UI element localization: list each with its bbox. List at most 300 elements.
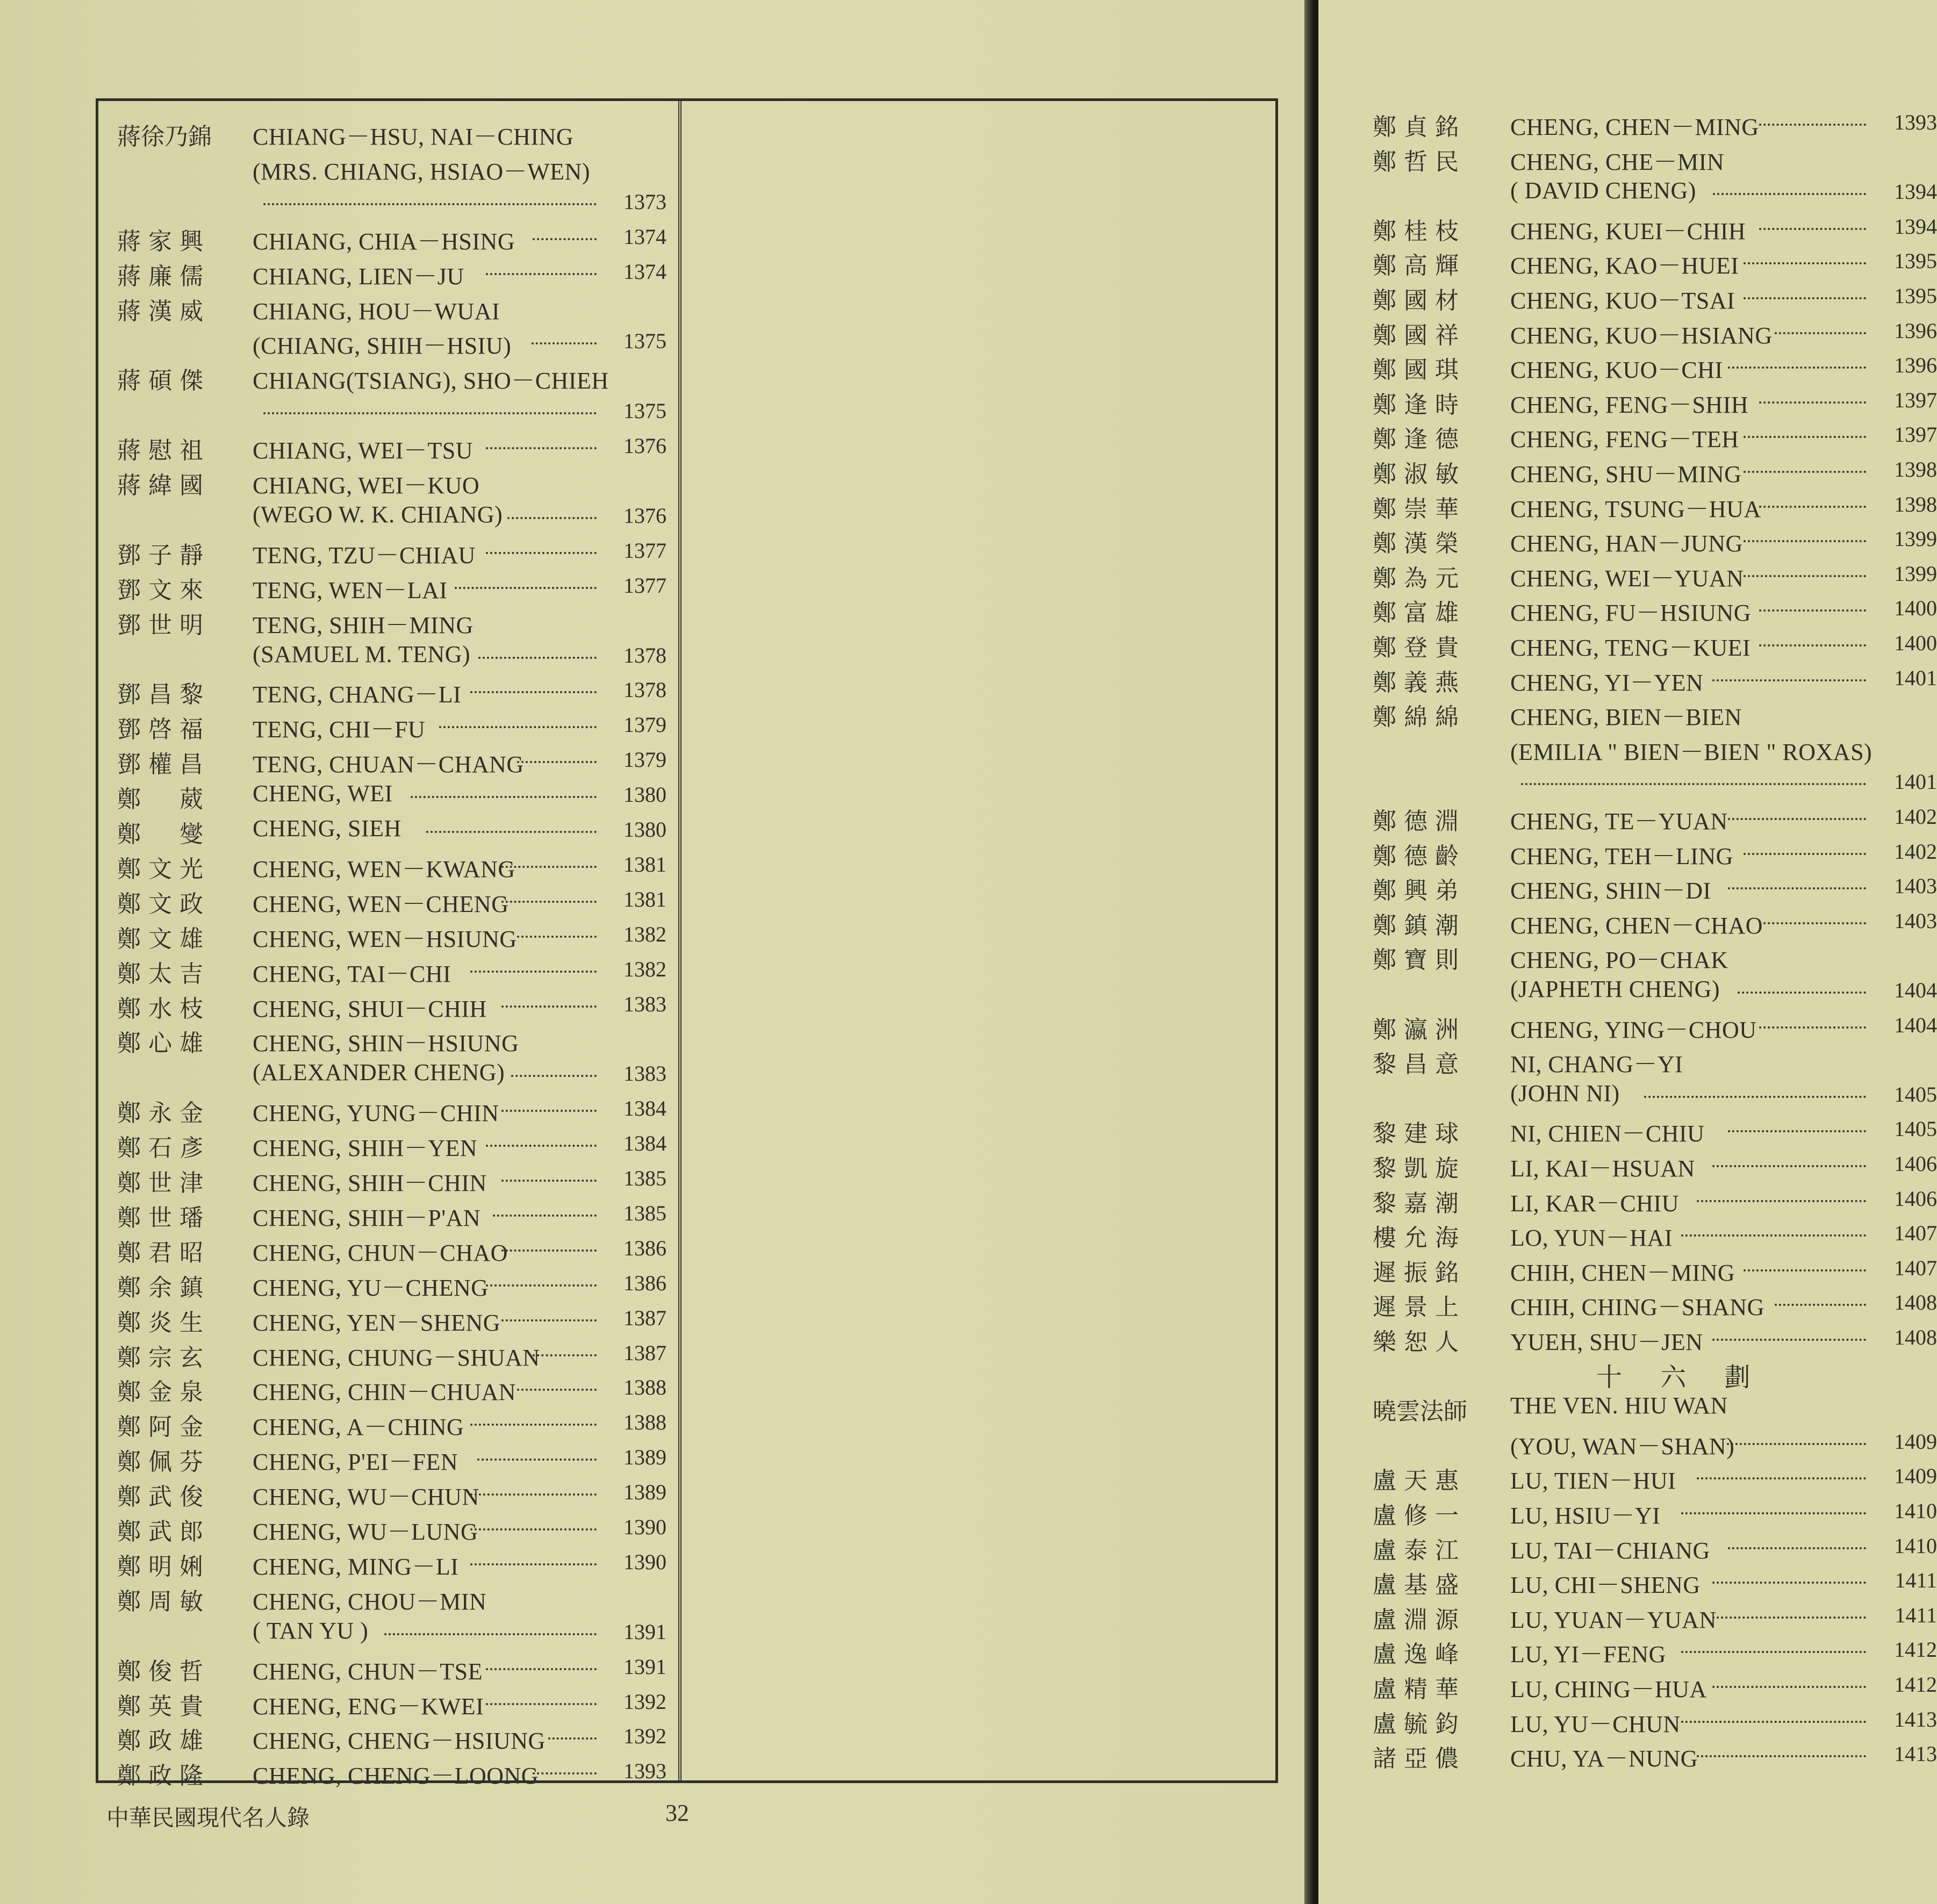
romanized-name: CHENG, TENG－KUEI <box>1510 635 1751 661</box>
chinese-name: 黎昌意 <box>1373 1051 1466 1079</box>
romanized-name: CHENG, KAO－HUEI <box>1510 253 1739 279</box>
chinese-name: 鄭富雄 <box>1373 599 1466 627</box>
page-reference: 1388 <box>623 1375 666 1400</box>
romanized-name: TENG, CHANG－LI <box>253 681 462 708</box>
romanized-name: CHENG, CHUNG－SHUAN <box>253 1344 540 1371</box>
romanized-name: CHENG, CHENG－LOONG <box>253 1763 539 1790</box>
chinese-name: 諸亞儂 <box>1373 1745 1466 1773</box>
page-reference: 1387 <box>623 1340 666 1365</box>
dot-leader <box>384 1633 597 1635</box>
romanized-name: TENG, CHUAN－CHANG <box>253 751 524 778</box>
chinese-name: 樓允海 <box>1373 1224 1466 1252</box>
dot-leader <box>1728 887 1866 889</box>
romanized-name: CHENG, WEI <box>253 780 393 807</box>
dot-leader <box>501 1110 597 1112</box>
romanized-name: CHIANG, LIEN－JU <box>253 263 464 290</box>
page-reference: 1403 <box>1894 908 1937 933</box>
romanized-name: CHENG, YI－YEN <box>1510 669 1704 696</box>
romanized-name: CHENG, WEN－KWANG <box>253 856 515 882</box>
romanized-name: TENG, TZU－CHIAU <box>253 542 476 569</box>
romanized-name: LU, YUAN－YUAN <box>1510 1606 1717 1633</box>
right-index-column <box>678 0 1937 1904</box>
chinese-name: 鄭逢時 <box>1373 391 1466 419</box>
romanized-name: CHENG, YING－CHOU <box>1510 1016 1757 1043</box>
page-reference: 1394 <box>1894 214 1937 239</box>
romanized-name: LU, CHI－SHENG <box>1510 1572 1701 1599</box>
dot-leader <box>1712 1165 1866 1167</box>
page-reference: 1380 <box>623 782 666 807</box>
dot-leader <box>1728 1547 1866 1549</box>
page-reference: 1375 <box>623 329 666 354</box>
chinese-name: 鄭君昭 <box>117 1239 211 1267</box>
dot-leader <box>501 1249 597 1252</box>
alternate-name: (JOHN NI) <box>1510 1080 1620 1107</box>
page-reference: 1383 <box>623 991 666 1016</box>
dot-leader <box>486 1145 597 1147</box>
chinese-name: 鄧子靜 <box>117 541 211 569</box>
romanized-name: CHENG, FENG－TEH <box>1510 426 1739 453</box>
dot-leader <box>486 552 597 554</box>
chinese-name: 鄭政雄 <box>117 1727 211 1755</box>
page-reference: 1406 <box>1894 1186 1937 1211</box>
page-reference: 1374 <box>623 224 666 249</box>
dot-leader <box>1744 853 1866 855</box>
romanized-name: LU, YU－CHUN <box>1510 1711 1681 1737</box>
page-reference: 1379 <box>623 748 666 772</box>
page-reference: 1375 <box>623 399 666 423</box>
page-edge-shadow <box>1304 0 1318 1904</box>
dot-leader <box>533 238 597 240</box>
dot-leader <box>1759 644 1866 646</box>
page-reference: 1386 <box>623 1235 666 1260</box>
romanized-name: CHENG, A－CHING <box>253 1414 464 1441</box>
chinese-name: 鄭英貴 <box>117 1692 211 1720</box>
romanized-name: CHENG, SHU－MING <box>1510 461 1742 487</box>
chinese-name: 鄭貞銘 <box>1373 113 1466 141</box>
page-reference: 1397 <box>1894 387 1937 412</box>
chinese-name: 鄧世明 <box>117 611 211 639</box>
page-reference: 1381 <box>623 852 666 876</box>
chinese-name: 鄭國材 <box>1373 287 1466 314</box>
chinese-name: 盧基盛 <box>1373 1571 1466 1599</box>
page-reference: 1384 <box>623 1131 666 1156</box>
romanized-name: CHENG, SHIH－P'AN <box>253 1204 481 1231</box>
chinese-name: 遲振銘 <box>1373 1259 1466 1287</box>
romanized-name: TENG, CHI－FU <box>253 716 426 743</box>
chinese-name: 鄭國祥 <box>1373 321 1466 349</box>
dot-leader <box>1712 679 1866 681</box>
page-reference: 1399 <box>1894 561 1937 586</box>
chinese-name: 鄭文光 <box>117 855 211 883</box>
chinese-name: 鄭鎮潮 <box>1373 911 1466 939</box>
romanized-name: CHENG, SHIH－YEN <box>253 1135 478 1162</box>
alternate-name: (EMILIA " BIEN－BIEN " ROXAS) <box>1510 738 1873 765</box>
chinese-name: 鄭德齡 <box>1373 842 1466 870</box>
romanized-name: CHENG, SIEH <box>253 815 401 842</box>
page-reference: 1404 <box>1894 978 1937 1002</box>
dot-leader <box>1759 124 1866 126</box>
chinese-name: 樂恕人 <box>1373 1328 1466 1356</box>
romanized-name: LU, HSIU－YI <box>1510 1503 1661 1529</box>
chinese-name: 曉雲法師 <box>1373 1398 1467 1426</box>
chinese-name: 鄭阿金 <box>117 1413 211 1441</box>
page-reference: 1402 <box>1894 839 1937 864</box>
dot-leader <box>1728 818 1866 820</box>
chinese-name: 蔣緯國 <box>117 472 211 499</box>
chinese-name: 遲景上 <box>1373 1294 1466 1321</box>
chinese-name: 鄭桂枝 <box>1373 217 1466 245</box>
chinese-name: 鄧文來 <box>117 576 211 604</box>
page-reference: 1385 <box>623 1166 666 1190</box>
romanized-name: CHENG, SHIH－CHIN <box>253 1170 487 1196</box>
romanized-name: LU, YI－FENG <box>1510 1641 1666 1668</box>
dot-leader <box>1744 471 1866 473</box>
romanized-name: CHENG, CHUN－TSE <box>253 1658 483 1685</box>
dot-leader <box>1744 540 1866 542</box>
page-reference: 1405 <box>1894 1117 1937 1141</box>
dot-leader <box>1712 1616 1866 1619</box>
dot-leader <box>1712 1339 1866 1341</box>
romanized-name: CHENG, SHIN－DI <box>1510 878 1711 904</box>
dot-leader <box>1681 1651 1866 1653</box>
dot-leader <box>1697 1755 1866 1757</box>
chinese-name: 黎建球 <box>1373 1120 1466 1148</box>
chinese-name: 鄭金泉 <box>117 1378 211 1406</box>
chinese-name: 鄭心雄 <box>117 1030 211 1058</box>
romanized-name: CHENG, HAN－JUNG <box>1510 530 1743 557</box>
dot-leader <box>1738 991 1866 994</box>
romanized-name: CHENG, SHUI－CHIH <box>253 995 487 1022</box>
alternate-name: (WEGO W. K. CHIANG) <box>253 501 503 528</box>
romanized-name: CHENG, CHOU－MIN <box>253 1588 487 1615</box>
alternate-name: (ALEXANDER CHENG) <box>253 1059 505 1086</box>
page-reference: 1401 <box>1894 770 1937 794</box>
dot-leader <box>493 1215 597 1217</box>
chinese-name: 鄭武郎 <box>117 1518 211 1546</box>
page-reference: 1389 <box>623 1480 666 1505</box>
page-reference: 1385 <box>623 1201 666 1225</box>
page-reference: 1396 <box>1894 318 1937 343</box>
page-reference: 1382 <box>623 922 666 946</box>
romanized-name: YUEH, SHU－JEN <box>1510 1329 1703 1355</box>
chinese-name: 盧泰江 <box>1373 1536 1466 1564</box>
chinese-name: 盧毓鈞 <box>1373 1710 1466 1738</box>
dot-leader <box>533 1772 597 1774</box>
chinese-name: 鄭世津 <box>117 1169 211 1197</box>
dot-leader <box>470 691 597 693</box>
chinese-name: 鄭逢德 <box>1373 426 1466 454</box>
dot-leader <box>439 726 597 728</box>
dot-leader <box>470 1493 597 1496</box>
page-reference: 1400 <box>1894 631 1937 655</box>
dot-leader <box>1775 332 1866 334</box>
dot-leader <box>1775 1304 1866 1306</box>
romanized-name: CHENG, TE－YUAN <box>1510 808 1728 835</box>
romanized-name: LI, KAI－HSUAN <box>1510 1155 1695 1182</box>
chinese-name: 鄭水枝 <box>117 995 211 1023</box>
alternate-name: (CHIANG, SHIH－HSIU) <box>253 333 512 360</box>
chinese-name: 鄭周敏 <box>117 1587 211 1615</box>
page-reference: 1403 <box>1894 874 1937 899</box>
page-reference: 1391 <box>623 1654 666 1679</box>
romanized-name: CHENG, CHEN－CHAO <box>1510 912 1763 939</box>
page-reference: 1376 <box>623 503 666 528</box>
dot-leader <box>1744 262 1866 264</box>
dot-leader <box>1759 1026 1866 1029</box>
page-reference: 1384 <box>623 1096 666 1121</box>
page-reference: 1413 <box>1894 1742 1937 1766</box>
chinese-name: 鄭義燕 <box>1373 669 1466 696</box>
page-reference: 1393 <box>1894 110 1937 134</box>
page-number: 32 <box>665 1800 689 1826</box>
page-reference: 1410 <box>1894 1499 1937 1523</box>
alternate-name: (YOU, WAN－SHAN) <box>1510 1433 1735 1460</box>
romanized-name: CHENG, FU－HSIUNG <box>1510 600 1752 627</box>
chinese-name: 鄭為元 <box>1373 564 1466 592</box>
romanized-name: CHIANG(TSIANG), SHO－CHIEH <box>253 368 609 394</box>
romanized-name: LU, CHING－HUA <box>1510 1676 1707 1702</box>
dot-leader <box>532 342 597 344</box>
romanized-name: CHU, YA－NUNG <box>1510 1745 1698 1772</box>
page-reference: 1395 <box>1894 284 1937 308</box>
dot-leader <box>1759 228 1866 230</box>
chinese-name: 鄧啓福 <box>117 716 211 744</box>
dot-leader <box>470 1528 597 1531</box>
page-reference: 1409 <box>1894 1429 1937 1454</box>
romanized-name: CHENG, WEI－YUAN <box>1510 565 1744 592</box>
dot-leader <box>470 971 597 973</box>
chinese-name: 鄭永金 <box>117 1100 211 1127</box>
romanized-name: CHIH, CHING－SHANG <box>1510 1294 1764 1321</box>
dot-leader <box>511 1075 597 1077</box>
page-reference: 1378 <box>623 643 666 667</box>
dot-leader <box>517 1389 597 1391</box>
romanized-name: CHENG, KUO－HSIANG <box>1510 322 1773 349</box>
page-reference: 1410 <box>1894 1533 1937 1558</box>
chinese-name: 黎凱旋 <box>1373 1155 1466 1182</box>
chinese-name: 盧天惠 <box>1373 1467 1466 1495</box>
romanized-name: CHENG, MING－LI <box>253 1553 459 1580</box>
page-reference: 1412 <box>1894 1672 1937 1697</box>
romanized-name: CHENG, BIEN－BIEN <box>1510 704 1742 731</box>
page-reference: 1407 <box>1894 1221 1937 1246</box>
dot-leader <box>486 1284 597 1287</box>
romanized-name: CHENG, YEN－SHENG <box>253 1309 501 1336</box>
romanized-name: NI, CHANG－YI <box>1510 1051 1683 1078</box>
romanized-name: CHIANG, WEI－TSU <box>253 437 473 464</box>
dot-leader <box>533 1354 597 1356</box>
dot-leader <box>1744 297 1866 299</box>
chinese-name: 盧精華 <box>1373 1676 1466 1703</box>
romanized-name: CHENG, ENG－KWEI <box>253 1693 484 1720</box>
chinese-name: 鄭德淵 <box>1373 808 1466 835</box>
dot-leader <box>1697 1200 1866 1202</box>
page-reference: 1390 <box>623 1549 666 1574</box>
page-reference: 1394 <box>1894 179 1937 204</box>
page-reference: 1411 <box>1895 1568 1937 1593</box>
romanized-name: CHENG, YU－CHENG <box>253 1274 489 1301</box>
dot-leader <box>1521 783 1866 785</box>
chinese-name: 鄭國琪 <box>1373 356 1466 384</box>
page-reference: 1392 <box>623 1724 666 1749</box>
page-reference: 1407 <box>1894 1255 1937 1280</box>
chinese-name: 鄭文政 <box>117 890 211 918</box>
romanized-name: CHIANG, HOU－WUAI <box>253 298 500 325</box>
chinese-name: 鄧權昌 <box>117 751 211 779</box>
page-reference: 1373 <box>623 189 666 214</box>
dot-leader <box>1681 1721 1866 1723</box>
romanized-name: LI, KAR－CHIU <box>1510 1190 1679 1217</box>
dot-leader <box>501 901 597 903</box>
romanized-name: LU, TIEN－HUI <box>1510 1468 1676 1495</box>
chinese-name: 鄭綿綿 <box>1373 703 1466 731</box>
romanized-name: CHIANG, WEI－KUO <box>253 472 480 499</box>
page-reference: 1389 <box>623 1445 666 1470</box>
chinese-name: 鄭哲民 <box>1373 148 1466 176</box>
page-reference: 1392 <box>623 1689 666 1714</box>
left-index-column <box>0 0 678 1904</box>
romanized-name: CHENG, WEN－HSIUNG <box>253 925 517 952</box>
dot-leader <box>1759 609 1866 612</box>
alternate-name: ( DAVID CHENG) <box>1510 177 1696 204</box>
chinese-name: 盧逸峰 <box>1373 1641 1466 1669</box>
romanized-name: CHENG, KUO－TSAI <box>1510 288 1735 314</box>
romanized-name: CHENG, CHEN－MING <box>1510 114 1759 140</box>
alternate-name: ( TAN YU ) <box>253 1617 369 1644</box>
page-reference: 1400 <box>1894 596 1937 621</box>
chinese-name: 鄭武俊 <box>117 1483 211 1511</box>
page-reference: 1382 <box>623 957 666 981</box>
romanized-name: CHENG, TSUNG－HUA <box>1510 495 1761 522</box>
page-reference: 1390 <box>623 1515 666 1539</box>
dot-leader <box>263 203 597 205</box>
page-reference: 1388 <box>623 1410 666 1435</box>
book-title: 中華民國現代名人錄 <box>106 1805 310 1831</box>
romanized-name: CHENG, P'EI－FEN <box>253 1449 458 1476</box>
chinese-name: 蔣廉儒 <box>117 262 211 290</box>
dot-leader <box>478 657 597 659</box>
dot-leader <box>486 1668 597 1670</box>
dot-leader <box>486 273 597 275</box>
dot-leader <box>486 1703 597 1705</box>
chinese-name: 鄭宗玄 <box>117 1343 211 1371</box>
dot-leader <box>1759 506 1866 508</box>
dot-leader <box>1681 1512 1866 1514</box>
dot-leader <box>517 936 597 938</box>
page-reference: 1391 <box>623 1619 666 1644</box>
page-reference: 1378 <box>623 678 666 702</box>
page-reference: 1398 <box>1894 457 1937 482</box>
chinese-name: 黎嘉潮 <box>1373 1189 1466 1217</box>
chinese-name: 鄭世璠 <box>117 1204 211 1232</box>
chinese-name: 鄭明娳 <box>117 1553 211 1580</box>
romanized-name: CHENG, TAI－CHI <box>253 960 451 987</box>
romanized-name: CHENG, FENG－SHIH <box>1510 391 1749 418</box>
chinese-name: 蔣家興 <box>117 227 211 255</box>
romanized-name: CHENG, WU－LUNG <box>253 1519 478 1545</box>
chinese-name: 鄭炎生 <box>117 1309 211 1337</box>
chinese-name: 鄭崇華 <box>1373 495 1466 523</box>
dot-leader <box>1713 193 1866 195</box>
dot-leader <box>1727 1443 1866 1445</box>
page-reference: 1381 <box>623 887 666 911</box>
alternate-name: (JAPHETH CHENG) <box>1510 976 1720 1002</box>
chinese-name: 鄭漢榮 <box>1373 530 1466 558</box>
chinese-name: 鄭高輝 <box>1373 252 1466 280</box>
romanized-name: CHENG, CHIN－CHUAN <box>253 1379 516 1406</box>
chinese-name: 鄭太吉 <box>117 960 211 988</box>
chinese-name: 鄭寶則 <box>1373 946 1466 974</box>
page-reference: 1387 <box>623 1305 666 1330</box>
page-reference: 1383 <box>623 1061 666 1086</box>
romanized-name: TENG, SHIH－MING <box>253 612 474 638</box>
alternate-name: (SAMUEL M. TENG) <box>253 641 471 667</box>
dot-leader <box>1728 367 1866 369</box>
page-reference: 1393 <box>623 1759 666 1784</box>
page-reference: 1379 <box>623 713 666 737</box>
dot-leader <box>501 866 597 868</box>
dot-leader <box>1728 1130 1866 1132</box>
page-reference: 1406 <box>1894 1152 1937 1176</box>
page-reference: 1386 <box>623 1270 666 1295</box>
dot-leader <box>517 761 597 763</box>
page-reference: 1380 <box>623 817 666 842</box>
romanized-name: TENG, WEN－LAI <box>253 577 448 603</box>
romanized-name: CHENG, SHIN－HSIUNG <box>253 1030 519 1057</box>
dot-leader <box>507 517 597 519</box>
chinese-name: 鄭佩芬 <box>117 1448 211 1476</box>
dot-leader <box>501 1005 597 1008</box>
dot-leader <box>501 1180 597 1182</box>
chinese-name: 鄭余鎮 <box>117 1274 211 1302</box>
dot-leader <box>1744 575 1866 577</box>
romanized-name: LU, TAI－CHIANG <box>1510 1537 1710 1564</box>
chinese-name: 鄭石彥 <box>117 1134 211 1162</box>
page-reference: 1377 <box>623 573 666 598</box>
page-reference: 1397 <box>1894 422 1937 447</box>
chinese-name: 鄭 葳 <box>117 786 211 814</box>
dot-leader <box>1712 1582 1866 1584</box>
dot-leader <box>486 447 597 449</box>
page-reference: 1374 <box>623 259 666 284</box>
chinese-name: 蔣碩傑 <box>117 367 211 395</box>
page-reference: 1408 <box>1894 1325 1937 1349</box>
page-reference: 1395 <box>1894 249 1937 274</box>
page-reference: 1399 <box>1894 527 1937 551</box>
page-reference: 1409 <box>1894 1464 1937 1489</box>
romanized-name: CHENG, YUNG－CHIN <box>253 1100 499 1127</box>
page-reference: 1404 <box>1894 1012 1937 1037</box>
dot-leader <box>1759 401 1866 404</box>
chinese-name: 蔣徐乃錦 <box>117 123 212 150</box>
page-reference: 1401 <box>1894 665 1937 690</box>
romanized-name: CHIH, CHEN－MING <box>1510 1259 1735 1286</box>
dot-leader <box>455 587 597 589</box>
chinese-name: 鄭文雄 <box>117 925 211 953</box>
romanized-name: CHENG, WU－CHUN <box>253 1484 479 1511</box>
romanized-name: CHIANG－HSU, NAI－CHING <box>253 124 574 150</box>
chinese-name: 鄭 燮 <box>117 821 211 848</box>
chinese-name: 鄧昌黎 <box>117 681 211 709</box>
romanized-name: NI, CHIEN－CHIU <box>1510 1120 1705 1147</box>
page-reference: 1402 <box>1894 804 1937 829</box>
page-reference: 1377 <box>623 538 666 563</box>
chinese-name: 鄭瀛洲 <box>1373 1016 1466 1044</box>
dot-leader <box>426 831 597 833</box>
page-reference: 1408 <box>1894 1290 1937 1315</box>
dot-leader <box>470 1563 597 1565</box>
chinese-name: 鄭淑敏 <box>1373 461 1466 488</box>
